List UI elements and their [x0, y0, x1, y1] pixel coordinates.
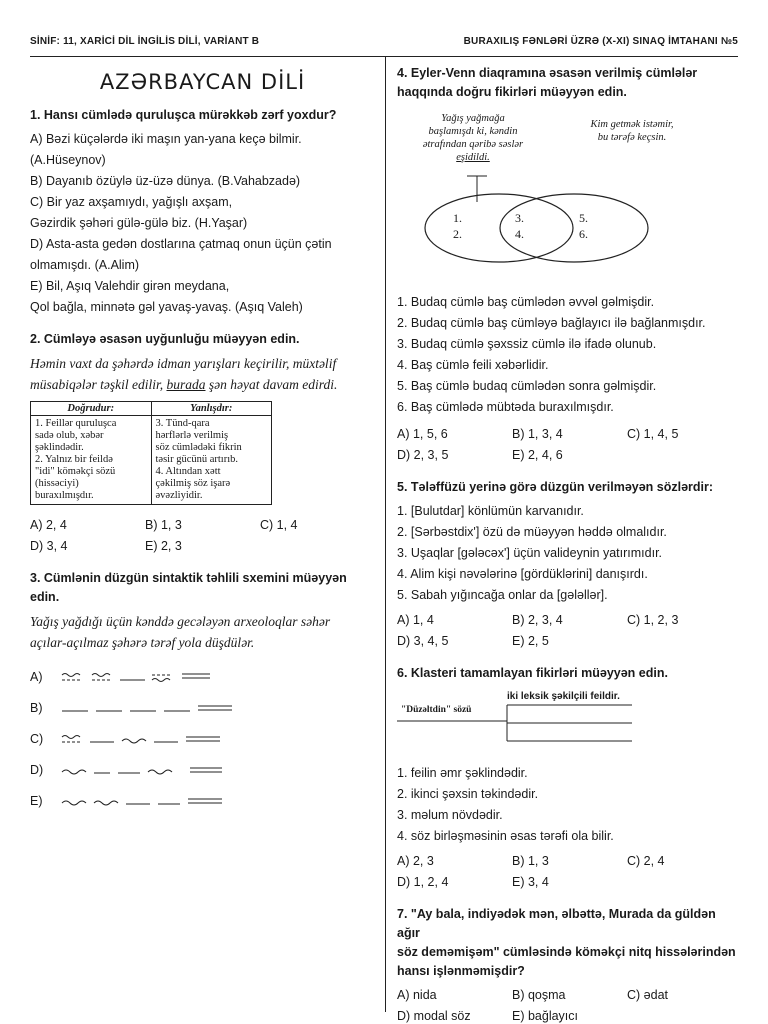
- table-line: 4. Altından xətt: [155, 466, 221, 477]
- answer-option[interactable]: B) 1, 3: [145, 518, 182, 532]
- answer-option[interactable]: D) 2, 3, 5: [397, 448, 449, 462]
- answer-option[interactable]: C) 1, 4, 5: [627, 427, 679, 441]
- answer-option[interactable]: C) ədat: [627, 988, 668, 1002]
- q4-item: 5. Baş cümlə budaq cümlədən sonra gəlmişdir.: [397, 379, 657, 393]
- q3-option-d[interactable]: [30, 754, 375, 785]
- q1-line: (A.Hüseynov): [30, 153, 106, 167]
- venn-number: 3.: [515, 211, 524, 225]
- venn-circles: [397, 106, 742, 264]
- parse-scheme-b: [60, 701, 250, 715]
- question-5: [397, 478, 742, 652]
- q2-sentence-part: müsabiqələr təşkil edilir,: [30, 377, 167, 392]
- cluster-diagram: [397, 691, 742, 761]
- q2-options: [30, 515, 375, 557]
- q6-item: 1. feilin əmr şəklindədir.: [397, 766, 528, 780]
- left-column: [30, 64, 375, 816]
- venn-sentence-line: başlamışdı ki, kəndin: [428, 126, 518, 137]
- venn-sentence-line: eşidildi.: [456, 152, 490, 163]
- q3-sentence-line: açılar-açılmaz şəhərə tərəf yola düşdülər.: [30, 635, 255, 650]
- q2-table-true-cell: [31, 416, 152, 505]
- q3-option-b[interactable]: [30, 692, 375, 723]
- header-exam-title: BURAXILIŞ FƏNLƏRİ ÜZRƏ (X-XI) SINAQ İMTAHANI №5: [463, 36, 738, 47]
- question-1-text: 1. Hansı cümlədə quruluşca mürəkkəb zərf yoxdur?: [30, 108, 337, 122]
- q3-option-c[interactable]: [30, 723, 375, 754]
- q4-item: 2. Budaq cümlə baş cümləyə bağlayıcı ilə bağlanmışdır.: [397, 316, 706, 330]
- q5-item: 3. Uşaqlar [gələcəx'] üçün valideynin yatırımıdır.: [397, 546, 663, 560]
- answer-option[interactable]: C) 1, 4: [260, 518, 298, 532]
- q5-item: 4. Alim kişi nəvələrinə [gördüklərini] danışırdı.: [397, 567, 648, 581]
- venn-number: 2.: [453, 227, 462, 241]
- table-line: çəkilmiş söz işarə: [155, 478, 231, 489]
- q2-sentence-line: [30, 374, 375, 395]
- question-7-text: hansı işlənməmişdir?: [397, 964, 525, 978]
- question-6: [397, 664, 742, 893]
- answer-option[interactable]: B) 1, 3, 4: [512, 427, 563, 441]
- answer-option[interactable]: A) nida: [397, 988, 437, 1002]
- answer-option[interactable]: A) 1, 5, 6: [397, 427, 448, 441]
- q5-options: [397, 610, 742, 652]
- question-7-text: 7. "Ay bala, indiyədək mən, əlbəttə, Murada da güldən ağır: [397, 907, 716, 940]
- right-column: [397, 64, 742, 1024]
- parse-scheme-e: [60, 794, 250, 808]
- option-label: A): [30, 669, 43, 684]
- q2-sentence-line: Həmin vaxt da şəhərdə idman yarışları keçirilir, müxtəlif: [30, 356, 337, 371]
- q5-item: 5. Sabah yığıncağa onlar da [gələllər].: [397, 588, 608, 602]
- question-7: [397, 905, 742, 1024]
- table-line: buraxılmışdır.: [35, 490, 94, 501]
- q6-item: 4. söz birləşməsinin əsas tərəfi ola bilir.: [397, 829, 614, 843]
- answer-option[interactable]: A) 1, 4: [397, 613, 434, 627]
- q1-line: Gəzirdik şəhəri gülə-gülə biz. (H.Yaşar): [30, 216, 248, 230]
- q6-item: 2. ikinci şəxsin təkindədir.: [397, 787, 539, 801]
- table-line: hərflərlə verilmiş: [155, 430, 229, 441]
- question-1: [30, 106, 375, 318]
- q3-sentence-line: Yağış yağdığı üçün kənddə gecələyən arxeoloqlar səhər: [30, 614, 331, 629]
- answer-option[interactable]: E) 2, 5: [512, 634, 549, 648]
- q4-item: 3. Budaq cümlə şəxssiz cümlə ilə ifadə olunub.: [397, 337, 657, 351]
- venn-sentence-line: Yağış yağmağa: [441, 113, 505, 124]
- table-line: 1. Feillər quruluşca: [35, 418, 117, 429]
- answer-option[interactable]: E) 2, 4, 6: [512, 448, 563, 462]
- answer-option[interactable]: D) 1, 2, 4: [397, 875, 449, 889]
- q2-table-false-cell: [151, 416, 272, 505]
- page-header: [30, 36, 738, 52]
- question-3-text: 3. Cümlənin düzgün sintaktik təhlili sxemini müəyyən edin.: [30, 571, 347, 604]
- option-label: D): [30, 762, 44, 777]
- answer-option[interactable]: D) modal söz: [397, 1009, 471, 1023]
- answer-option[interactable]: C) 1, 2, 3: [627, 613, 679, 627]
- q2-table-head-true: Doğrudur:: [31, 402, 152, 416]
- q3-option-a[interactable]: [30, 661, 375, 692]
- q2-sentence-part: şən həyat davam edirdi.: [205, 377, 338, 392]
- q1-line: B) Dayanıb özüylə üz-üzə dünya. (B.Vahabzadə): [30, 174, 301, 188]
- question-7-text: söz deməmişəm" cümləsində köməkçi nitq hissələrindən: [397, 945, 736, 959]
- option-label: E): [30, 793, 43, 808]
- answer-option[interactable]: D) 3, 4: [30, 539, 68, 553]
- answer-option[interactable]: B) 1, 3: [512, 854, 549, 868]
- answer-option[interactable]: A) 2, 3: [397, 854, 434, 868]
- table-line: əvəzliyidir.: [155, 490, 203, 501]
- parse-scheme-a: [60, 670, 250, 684]
- question-2-text: 2. Cümləyə əsasən uyğunluğu müəyyən edin.: [30, 332, 300, 346]
- table-line: "idi" köməkçi sözü: [35, 466, 116, 477]
- venn-sentence-line: Kim getmək istəmir,: [590, 119, 674, 130]
- venn-number: 1.: [453, 211, 462, 225]
- q4-item: 6. Baş cümlədə mübtəda buraxılmışdır.: [397, 400, 614, 414]
- table-line: 3. Tünd-qara: [155, 418, 210, 429]
- venn-sentence-line: bu tərəfə keçsin.: [597, 132, 667, 143]
- q2-table: [30, 401, 272, 505]
- q1-line: C) Bir yaz axşamıydı, yağışlı axşam,: [30, 195, 233, 209]
- table-line: 2. Yalnız bir feildə: [35, 454, 113, 465]
- question-6-text: 6. Klasteri tamamlayan fikirləri müəyyən edin.: [397, 666, 668, 680]
- q6-options: [397, 851, 742, 893]
- q6-item: 3. məlum növdədir.: [397, 808, 503, 822]
- q1-line: D) Asta-asta gedən dostlarına çatmaq onun üçün çətin: [30, 237, 332, 251]
- option-label: B): [30, 700, 43, 715]
- parse-scheme-c: [60, 732, 250, 746]
- answer-option[interactable]: E) 2, 3: [145, 539, 182, 553]
- section-title: AZƏRBAYCAN DİLİ: [99, 70, 306, 94]
- venn-number: 5.: [579, 211, 588, 225]
- question-5-text: 5. Tələffüzü yerinə görə düzgün verilməyən sözlərdir:: [397, 480, 714, 494]
- venn-number: 6.: [579, 227, 588, 241]
- venn-number: 4.: [515, 227, 524, 241]
- q5-item: 2. [Sərbəstdix'] özü də müəyyən həddə olmalıdır.: [397, 525, 667, 539]
- q7-options: [397, 985, 742, 1024]
- question-4-text: 4. Eyler-Venn diaqramına əsasən verilmiş cümlələr haqqında doğru fikirləri müəyyən edin.: [397, 66, 698, 99]
- cluster-root-label: "Düzəltdin" sözü: [401, 705, 472, 715]
- table-line: (hissəciyi): [35, 478, 79, 489]
- question-2: [30, 330, 375, 557]
- answer-option[interactable]: A) 2, 4: [30, 518, 67, 532]
- answer-option[interactable]: C) 2, 4: [627, 854, 665, 868]
- q5-item: 1. [Bulutdar] könlümün karvanıdır.: [397, 504, 584, 518]
- question-3: [30, 569, 375, 816]
- option-label: C): [30, 731, 44, 746]
- q1-line: A) Bəzi küçələrdə iki maşın yan-yana keçə bilmir.: [30, 132, 302, 146]
- q1-line: Qol bağla, minnətə gəl yavaş-yavaş. (Aşıq Valeh): [30, 300, 303, 314]
- column-divider: [385, 57, 386, 1012]
- table-line: şəklindədir.: [35, 442, 84, 453]
- q4-item: 1. Budaq cümlə baş cümlədən əvvəl gəlmişdir.: [397, 295, 655, 309]
- parse-scheme-d: [60, 763, 250, 777]
- table-line: söz cümlədəki fikrin: [155, 442, 242, 453]
- venn-sentence-line: ətrafından qəribə səslər: [422, 139, 524, 150]
- q4-item: 4. Baş cümlə feili xəbərlidir.: [397, 358, 549, 372]
- answer-option[interactable]: E) 3, 4: [512, 875, 549, 889]
- cluster-top-label: iki leksik şəkilçili feildir.: [507, 691, 620, 702]
- q4-options: [397, 424, 742, 466]
- q1-line: E) Bil, Aşıq Valehdir girən meydana,: [30, 279, 230, 293]
- header-class-info: SİNİF: 11, XARİCİ DİL İNGİLİS DİLİ, VARİANT B: [30, 36, 260, 47]
- header-divider: [30, 56, 738, 57]
- answer-option[interactable]: D) 3, 4, 5: [397, 634, 449, 648]
- question-4: [397, 64, 742, 466]
- table-line: təsir gücünü artırıb.: [155, 454, 239, 465]
- q3-option-e[interactable]: [30, 785, 375, 816]
- venn-diagram: [397, 106, 742, 264]
- q2-table-head-false: Yanlışdır:: [151, 402, 272, 416]
- answer-option[interactable]: B) 2, 3, 4: [512, 613, 563, 627]
- q2-underlined-word: burada: [166, 377, 206, 392]
- answer-option[interactable]: E) bağlayıcı: [512, 1009, 579, 1023]
- table-line: sadə olub, xəbər: [35, 430, 104, 441]
- q1-line: olmamışdı. (A.Alim): [30, 258, 140, 272]
- answer-option[interactable]: B) qoşma: [512, 988, 566, 1002]
